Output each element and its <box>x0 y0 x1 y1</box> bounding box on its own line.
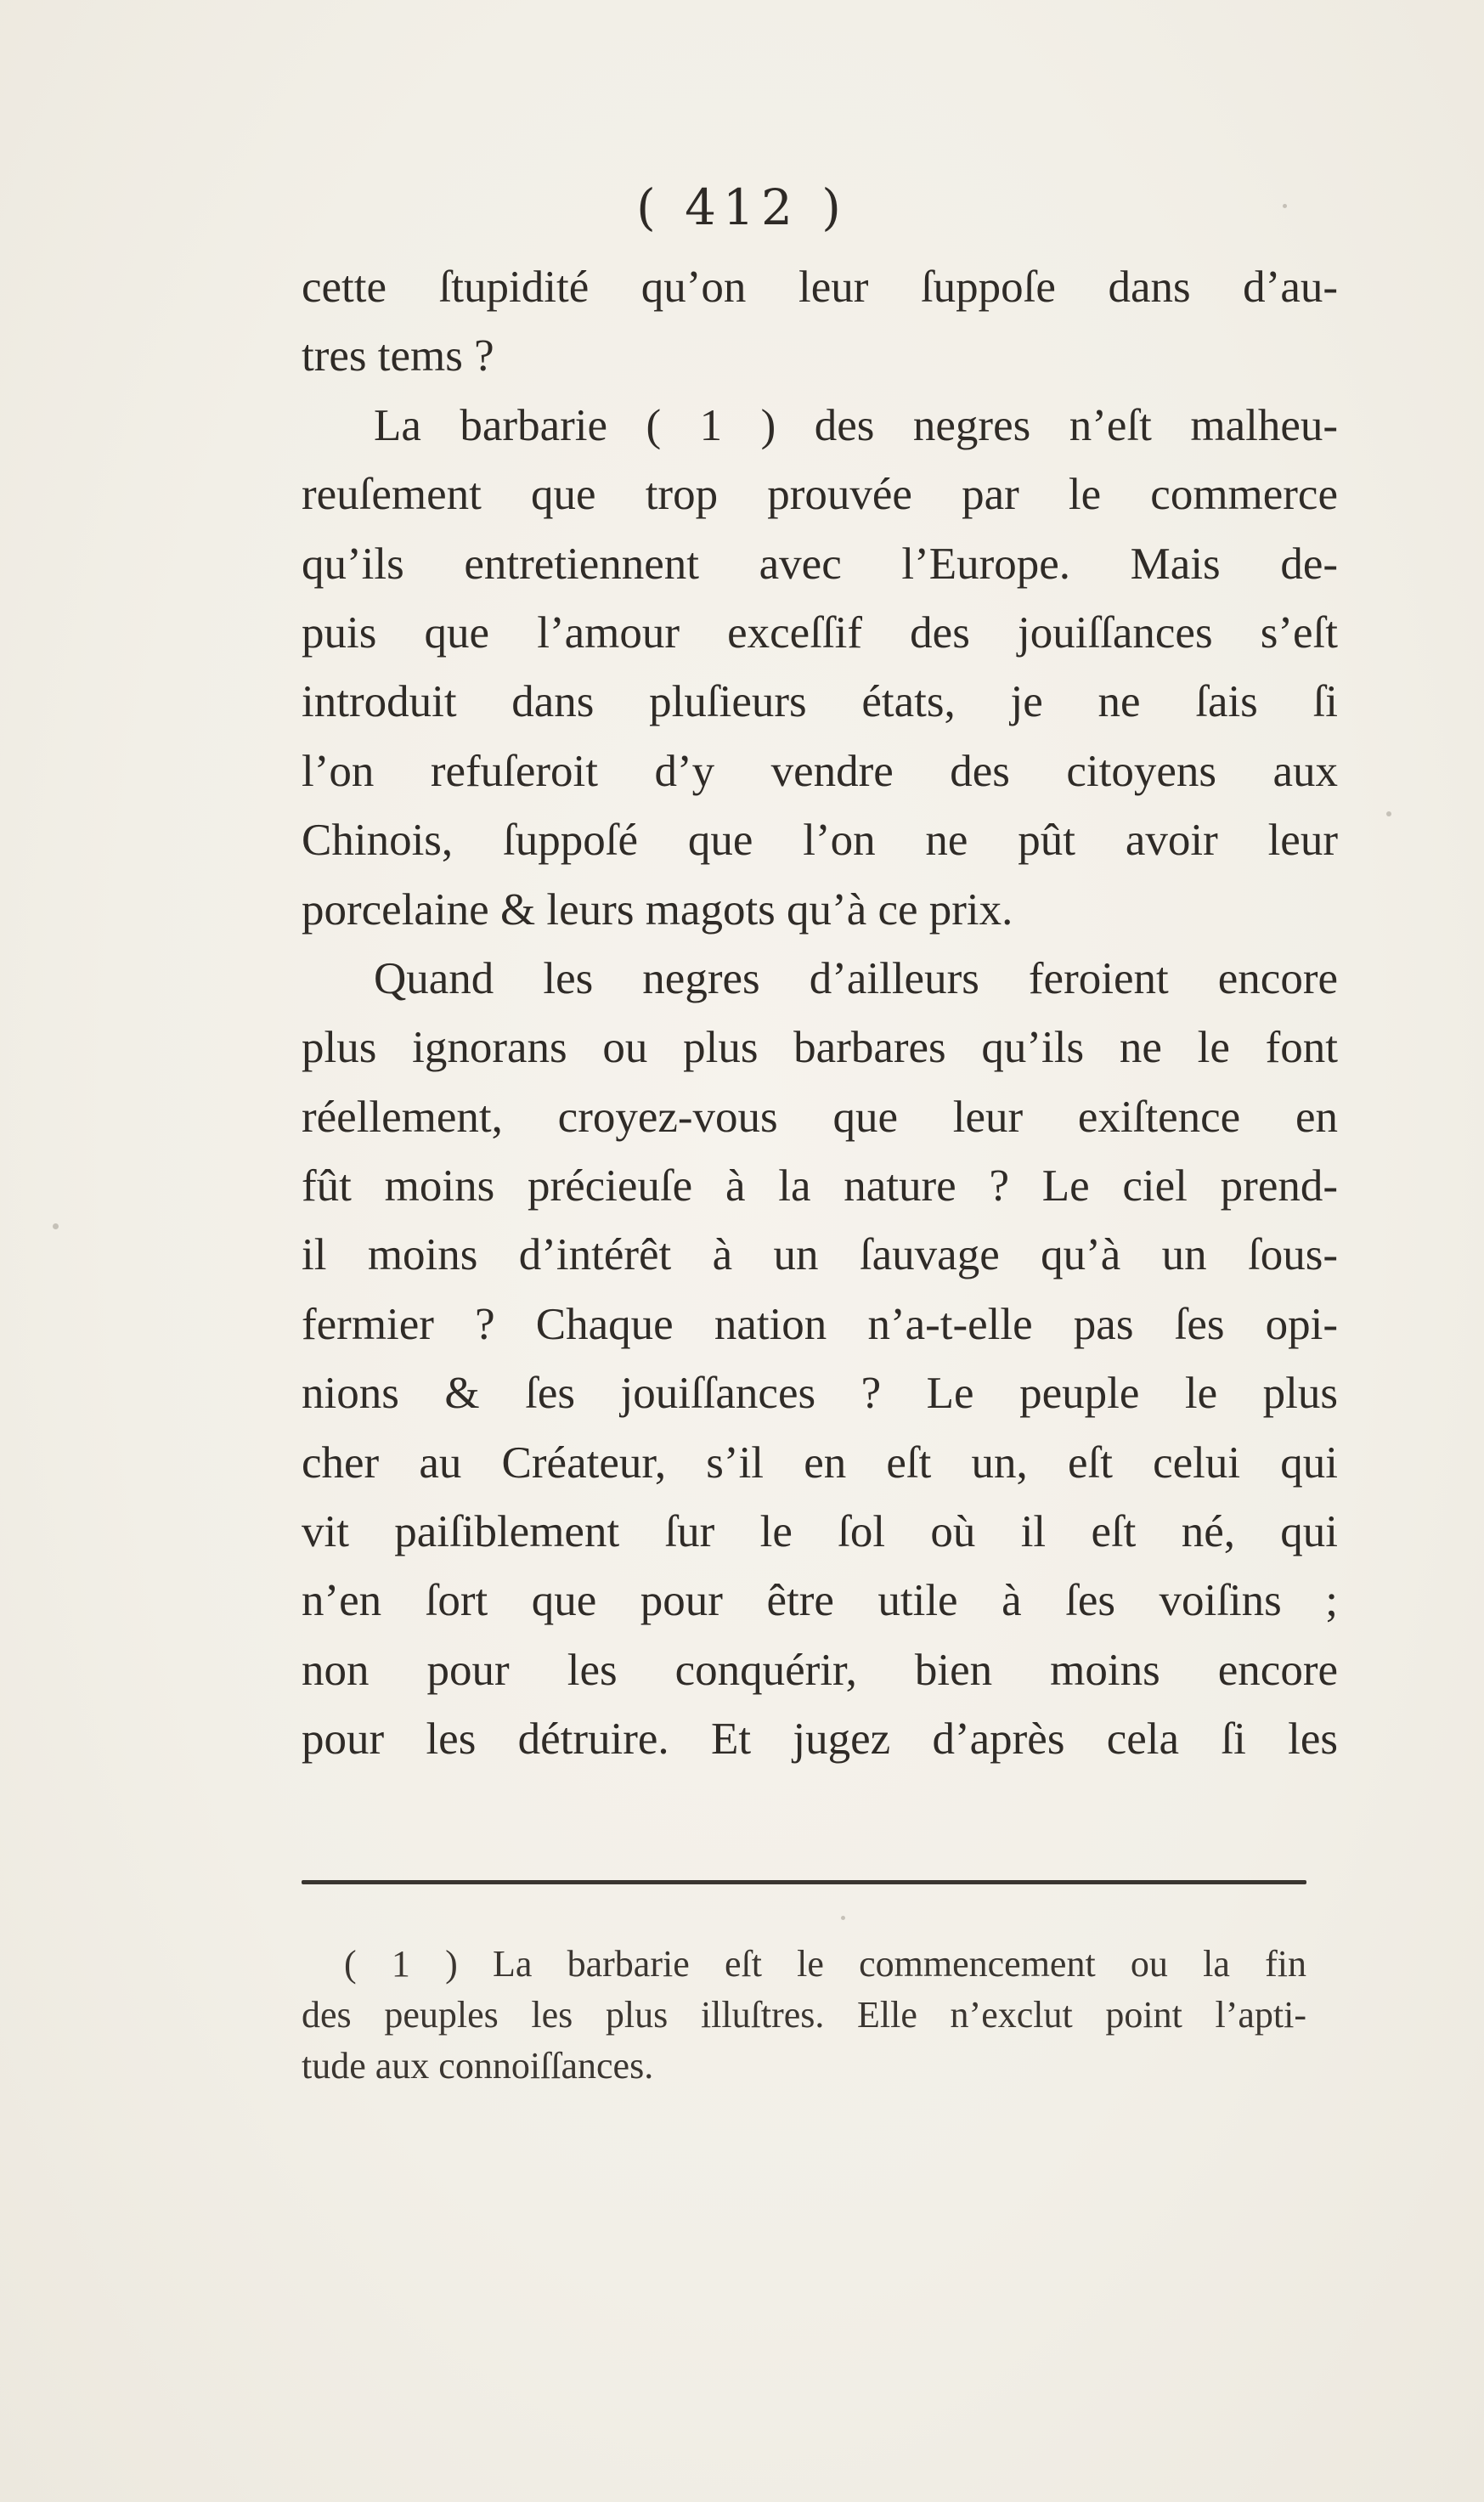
text-line: pour les détruire. Et jugez d’après cela ſi les <box>302 1714 1338 1765</box>
text-line: qu’ils entretiennent avec l’Europe. Mais de- <box>302 539 1338 589</box>
text-line: n’en ſort que pour être utile à ſes voiſins ; <box>302 1576 1338 1626</box>
text-line: non pour les conquérir, bien moins encore <box>302 1645 1338 1695</box>
text-line: vit paiſiblement ſur le ſol où il eſt né, qui <box>302 1507 1338 1557</box>
footnote-line: tude aux connoiſſances. <box>302 2045 654 2087</box>
paper-speck <box>841 1916 845 1920</box>
text-line: nions & ſes jouiſſances ? Le peuple le plus <box>302 1369 1338 1419</box>
text-line: cher au Créateur, s’il en eſt un, eſt celui qui <box>302 1437 1338 1488</box>
text-line: il moins d’intérêt à un ſauvage qu’à un ſous- <box>302 1230 1338 1280</box>
main-text <box>302 253 1338 1775</box>
text-line: réellement, croyez-vous que leur exiſtence en <box>302 1092 1338 1142</box>
text-line: introduit dans pluſieurs états, je ne ſais ſi <box>302 677 1338 727</box>
text-line: tres tems ? <box>302 331 494 381</box>
text-line: La barbarie ( 1 ) des negres n’eſt malheu- <box>374 400 1338 450</box>
text-line: cette ſtupidité qu’on leur ſuppoſe dans d’au- <box>302 263 1338 312</box>
footnote-line: des peuples les plus illuſtres. Elle n’exclut point l’apti- <box>302 1994 1306 2036</box>
text-line: reuſement que trop prouvée par le commerce <box>302 470 1338 520</box>
text-line: Chinois, ſuppoſé que l’on ne pût avoir leur <box>302 816 1338 866</box>
footnote-divider <box>302 1880 1306 1884</box>
text-line: fût moins précieuſe à la nature ? Le ciel prend- <box>302 1161 1338 1211</box>
text-line: Quand les negres d’ailleurs feroient encore <box>374 953 1338 1003</box>
footnote <box>302 1939 1306 2092</box>
text-line: plus ignorans ou plus barbares qu’ils ne le font <box>302 1023 1338 1073</box>
page-number-header: ( 412 ) <box>636 178 848 236</box>
text-line: fermier ? Chaque nation n’a-t-elle pas ſes opi- <box>302 1299 1338 1349</box>
paper-speck <box>1386 811 1391 816</box>
text-line: puis que l’amour exceſſif des jouiſſances s’eſt <box>302 607 1338 658</box>
text-line: l’on refuſeroit d’y vendre des citoyens aux <box>302 746 1338 796</box>
paper-speck <box>1283 204 1287 208</box>
paper-speck <box>53 1223 59 1229</box>
text-line: porcelaine & leurs magots qu’à ce prix. <box>302 884 1013 935</box>
footnote-line: ( 1 ) La barbarie eſt le commencement ou la fin <box>344 1943 1306 1985</box>
